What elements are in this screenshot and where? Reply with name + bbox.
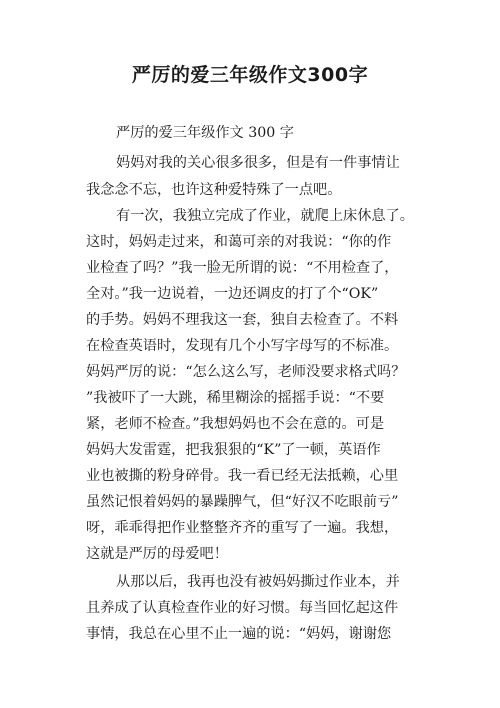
text-line: 事情，我总在心里不止一遍的说：“妈妈，谢谢您 bbox=[86, 626, 392, 642]
text-line: 的手势。妈妈不理我这一套，独自去检查了。不料 bbox=[86, 312, 399, 328]
text-line: 有一次，我独立完成了作业，就爬上床休息了。 bbox=[116, 208, 414, 224]
text-line: 这就是严厉的母爱吧！ bbox=[86, 546, 228, 562]
text-line: 妈妈对我的关心很多很多，但是有一件事情让 bbox=[116, 155, 400, 171]
text-line: 紧，老师不检查。”我想妈妈也不会在意的。可是 bbox=[86, 416, 385, 432]
text-line: 业检查了吗？”我一脸无所谓的说：“不用检查了， bbox=[86, 260, 399, 276]
text-line: 妈妈大发雷霆，把我狠狠的“K”了一顿，英语作 bbox=[86, 442, 381, 458]
text-line: 严厉的爱三年级作文 300 字 bbox=[116, 125, 294, 141]
text-line: 全对。”我一边说着，一边还调皮的打了个“OK” bbox=[86, 286, 379, 302]
text-line: 从那以后，我再也没有被妈妈撕过作业本，并 bbox=[116, 574, 400, 590]
text-line: 虽然记恨着妈妈的暴躁脾气，但“好汉不吃眼前亏” bbox=[86, 494, 399, 510]
text-line: 这时，妈妈走过来，和蔼可亲的对我说：“你的作 bbox=[86, 234, 392, 250]
text-line: 呀，乖乖得把作业整整齐齐的重写了一遍。我想， bbox=[86, 520, 399, 536]
text-line: 在检查英语时，发现有几个小写字母写的不标准。 bbox=[86, 338, 399, 354]
text-line: 我念念不忘，也许这种爱特殊了一点吧。 bbox=[86, 182, 342, 198]
text-line: ”我被吓了一大跳，稀里糊涂的摇摇手说：“不要 bbox=[86, 390, 385, 406]
text-line: 且养成了认真检查作业的好习惯。每当回忆起这件 bbox=[86, 600, 399, 616]
text-line: 业也被撕的粉身碎骨。我一看已经无法抵赖，心里 bbox=[86, 468, 399, 484]
document-title: 严厉的爱三年级作文300字 bbox=[131, 64, 369, 86]
text-line: 妈妈严厉的说：“怎么这么写，老师没要求格式吗？ bbox=[86, 364, 406, 380]
